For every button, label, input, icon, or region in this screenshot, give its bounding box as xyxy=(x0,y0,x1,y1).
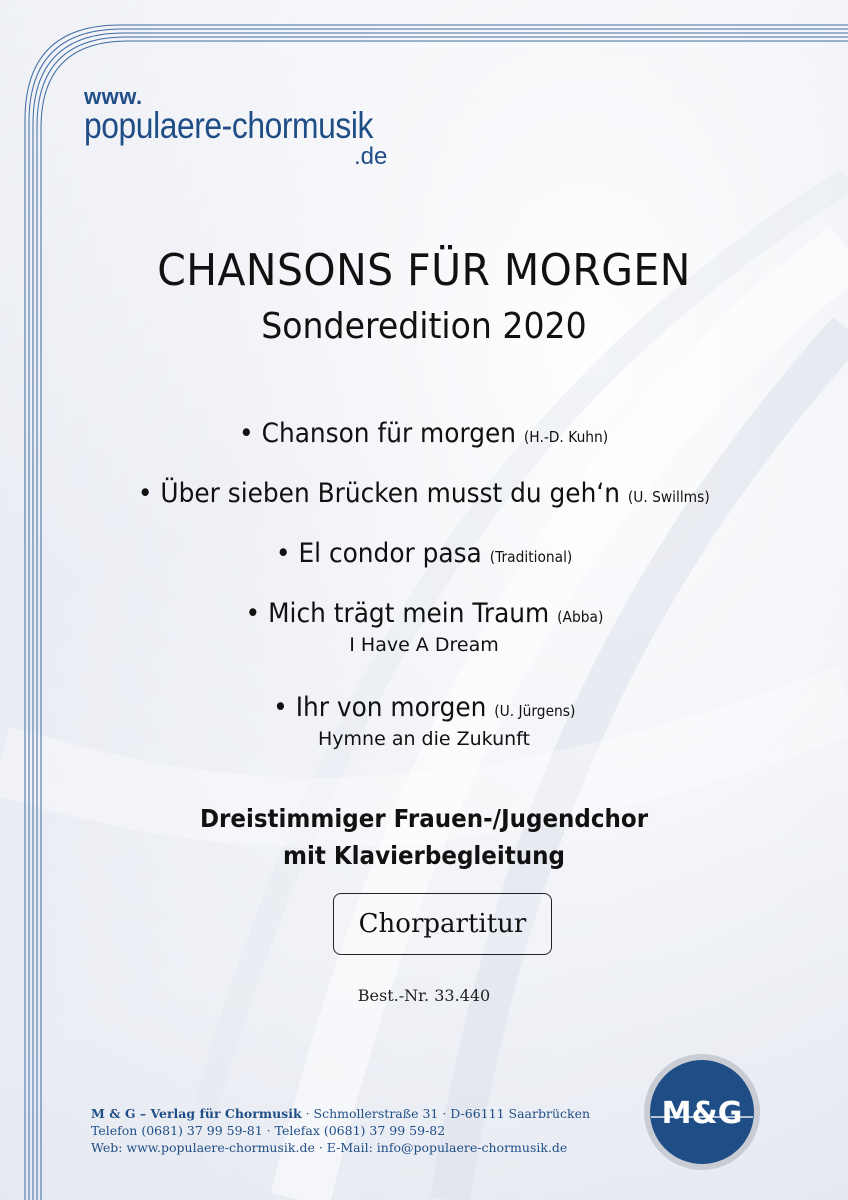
order-number: Best.-Nr. 33.440 xyxy=(357,986,491,1005)
song-composer: (H.-D. Kuhn) xyxy=(524,428,609,446)
publisher-phone: Telefon (0681) 37 99 59-81 · Telefax (0681) 37 99 59-82 xyxy=(91,1123,446,1138)
list-item xyxy=(0,598,848,656)
bullet: • xyxy=(275,538,291,569)
bullet: • xyxy=(138,478,153,509)
song-composer: (U. Swillms) xyxy=(628,488,710,506)
song-subtitle: Hymne an die Zukunft xyxy=(318,728,530,750)
choir-line-1: Dreistimmiger Frauen-/Jugendchor xyxy=(199,804,649,833)
mg-logo-text: M&G xyxy=(661,1096,743,1131)
website-logo[interactable] xyxy=(84,84,420,170)
song-subtitle: I Have A Dream xyxy=(349,634,499,656)
logo-name: populaere-chormusik xyxy=(84,105,373,146)
edition-badge: Chorpartitur xyxy=(333,893,552,955)
song-composer: (Traditional) xyxy=(489,548,573,566)
page-subtitle: Sonderedition 2020 xyxy=(261,306,587,347)
list-item xyxy=(0,692,848,750)
song-title: Über sieben Brücken musst du geh‘n xyxy=(160,478,621,509)
publisher-footer xyxy=(91,1105,590,1156)
song-title: Ihr von morgen xyxy=(295,692,487,723)
choir-line-2: mit Klavierbegleitung xyxy=(282,841,566,870)
publisher-name: M & G – Verlag für Chormusik xyxy=(91,1106,302,1121)
bullet: • xyxy=(272,692,288,723)
bullet: • xyxy=(239,418,255,449)
song-composer: (Abba) xyxy=(556,608,603,626)
song-title: Mich trägt mein Traum xyxy=(267,598,549,629)
mg-publisher-logo xyxy=(643,1053,761,1171)
song-title: Chanson für morgen xyxy=(261,418,517,449)
list-item xyxy=(0,478,848,509)
song-title: El condor pasa xyxy=(298,538,482,569)
list-item xyxy=(0,418,848,449)
logo-tld: .de xyxy=(354,143,388,170)
choir-description xyxy=(0,800,848,874)
list-item xyxy=(0,538,848,569)
publisher-web[interactable]: Web: www.populaere-chormusik.de · E-Mail: info@populaere-chormusik.de xyxy=(91,1140,568,1155)
publisher-address: · Schmollerstraße 31 · D-66111 Saarbrücken xyxy=(301,1106,591,1121)
song-composer: (U. Jürgens) xyxy=(494,702,576,720)
page-title: CHANSONS FÜR MORGEN xyxy=(157,245,691,296)
logo-www: www. xyxy=(84,84,143,109)
bullet: • xyxy=(245,598,260,629)
